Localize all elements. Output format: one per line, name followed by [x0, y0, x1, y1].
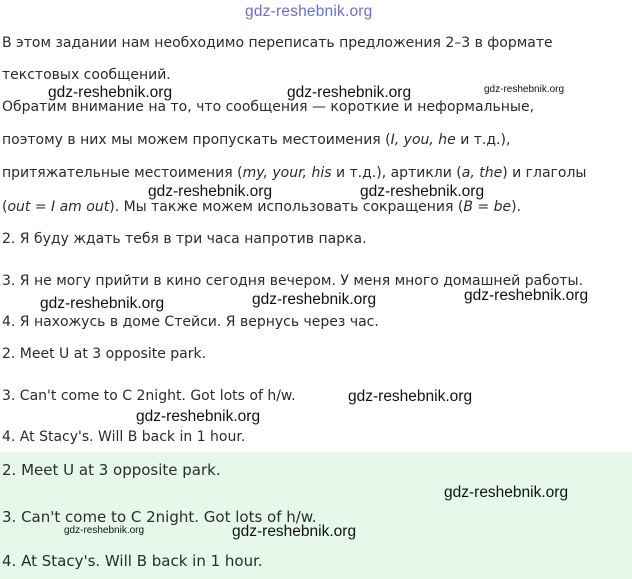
intro-line-6: (out = I am out). Мы также можем использовать сокращения (B = be).: [2, 199, 522, 215]
watermark: gdz-reshebnik.org: [232, 523, 357, 540]
sentence-en-4: 4. At Stacy's. Will B back in 1 hour.: [2, 429, 246, 445]
watermark: gdz-reshebnik.org: [148, 183, 273, 200]
watermark: gdz-reshebnik.org: [252, 291, 377, 308]
watermark: gdz-reshebnik.org: [136, 408, 261, 425]
watermark: gdz-reshebnik.org: [64, 525, 145, 536]
intro-line-5: притяжательные местоимения (my, your, his и т.д.), артикли (a, the) и глаголы: [2, 165, 587, 181]
sentence-en-2: 2. Meet U at 3 opposite park.: [2, 346, 207, 362]
watermark-top: gdz-reshebnik.org: [245, 3, 373, 20]
watermark: gdz-reshebnik.org: [48, 84, 173, 101]
sentence-en-3: 3. Can't come to C 2night. Got lots of h/w.: [2, 388, 296, 404]
answer-4: 4. At Stacy's. Will B back in 1 hour.: [2, 552, 263, 570]
watermark: gdz-reshebnik.org: [348, 388, 473, 405]
watermark: gdz-reshebnik.org: [464, 287, 589, 304]
watermark: gdz-reshebnik.org: [287, 84, 412, 101]
sentence-ru-2: 2. Я буду ждать тебя в три часа напротив парка.: [2, 231, 367, 247]
watermark: gdz-reshebnik.org: [444, 484, 569, 501]
intro-line-4: поэтому в них мы можем пропускать местоимения (I, you, he и т.д.),: [2, 132, 511, 148]
intro-line-3: Обратим внимание на то, что сообщения — короткие и неформальные,: [2, 99, 535, 115]
watermark: gdz-reshebnik.org: [484, 84, 565, 95]
answer-3: 3. Can't come to C 2night. Got lots of h/w.: [2, 508, 317, 526]
sentence-ru-4: 4. Я нахожусь в доме Стейси. Я вернусь через час.: [2, 314, 379, 330]
sentence-ru-3: 3. Я не могу прийти в кино сегодня вечером. У меня много домашней работы.: [2, 273, 584, 289]
answer-2: 2. Meet U at 3 opposite park.: [2, 461, 221, 479]
watermark: gdz-reshebnik.org: [40, 295, 165, 312]
intro-line-1: В этом задании нам необходимо переписать предложения 2–3 в формате: [2, 35, 553, 51]
watermark: gdz-reshebnik.org: [360, 183, 485, 200]
intro-line-2: текстовых сообщений.: [2, 67, 171, 83]
